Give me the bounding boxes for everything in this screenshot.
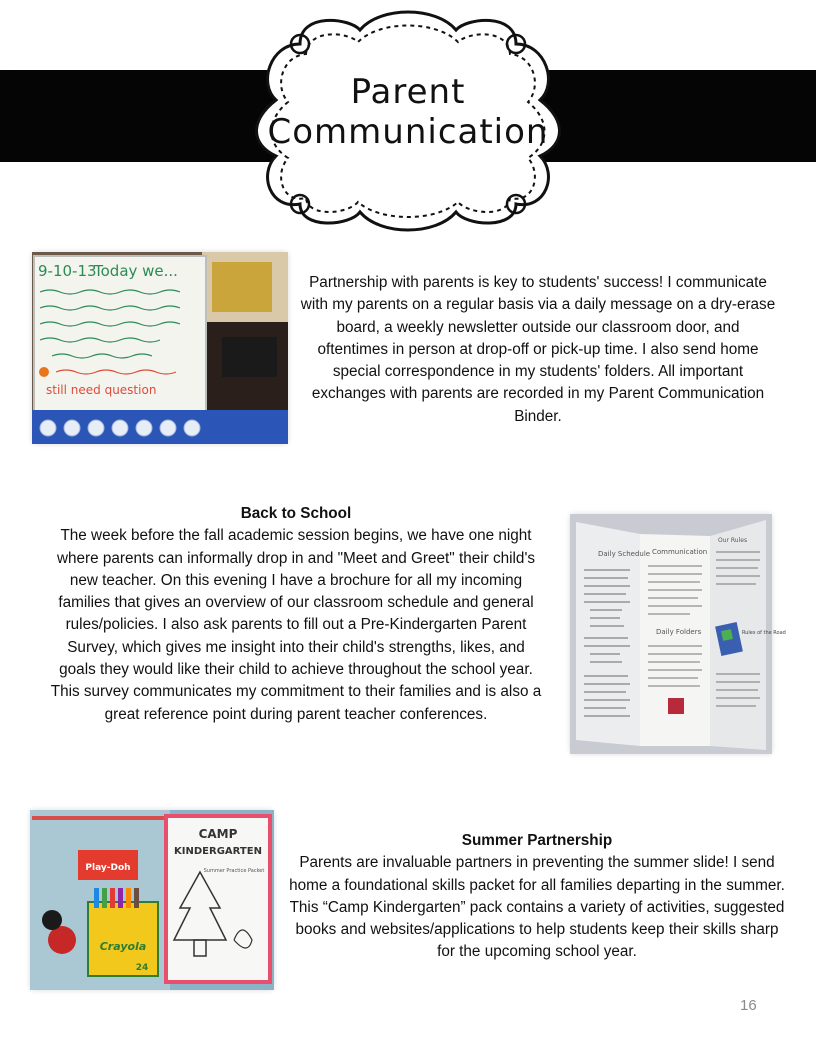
page-number: 16 [740,997,757,1014]
whiteboard-date: 9-10-13 [38,262,97,280]
brochure-col3-title: Our Rules [718,537,748,544]
section2-text [50,503,542,726]
brochure-col1-title: Daily Schedule [598,550,651,558]
crayon-brand: Crayola [99,940,147,953]
brochure-photo [570,514,786,754]
section3-body: Parents are invaluable partners in preventing the summer slide! I send home a foundational skills packet for all families departing in the summer. This “Camp Kindergarten” pack contains a variety of activities, suggested books and websites/applications to help students keep their skills sharp for the upcoming school year. [289,854,785,961]
section2-body: The week before the fall academic session begins, we have one night where parents can informally drop in and "Meet and Greet" their child's new teacher. On this evening I have a brochure for all my incoming families that gives an overview of our classroom schedule and general rules/policies. I also ask parents to fill out a Pre-Kindergarten Parent Survey, which gives me insight into their child's strengths, likes, and goals they would like their child to achieve throughout the school year. This survey communicates my commitment to their families and is also a great reference point during parent teacher conferences. [50,527,542,723]
whiteboard-heading: Today we... [94,262,178,280]
playdoh-label: Play-Doh [85,863,131,873]
brochure-rules-label: Rules of the Road [742,630,786,636]
section3-text [288,830,786,964]
page-title-line2: Communication [267,112,549,152]
page-title-line1: Parent [350,72,466,112]
brochure-col2b-title: Daily Folders [656,628,702,636]
crayon-count: 24 [135,963,149,973]
section3-heading: Summer Partnership [461,832,613,849]
whiteboard-photo [32,252,288,444]
section1-body: Partnership with parents is key to students' success! I communicate with my parents on a regular basis via a daily message on a dry-erase board, a weekly newsletter outside our classroom door, and oftentimes in person at drop-off or pick-up time. I also send home special correspondence in my students' folders. All important exchanges with parents are recorded in my Parent Communication Binder. [300,274,776,425]
section2-heading: Back to School [240,505,352,522]
summer-packet-photo [30,810,274,990]
whiteboard-last-line: still need question [46,383,157,397]
packet-title-1: CAMP [198,827,238,841]
packet-subtitle: Summer Practice Packet [203,868,265,874]
packet-title-2: KINDERGARTEN [174,846,262,857]
brochure-col2-title: Communication [652,548,708,556]
